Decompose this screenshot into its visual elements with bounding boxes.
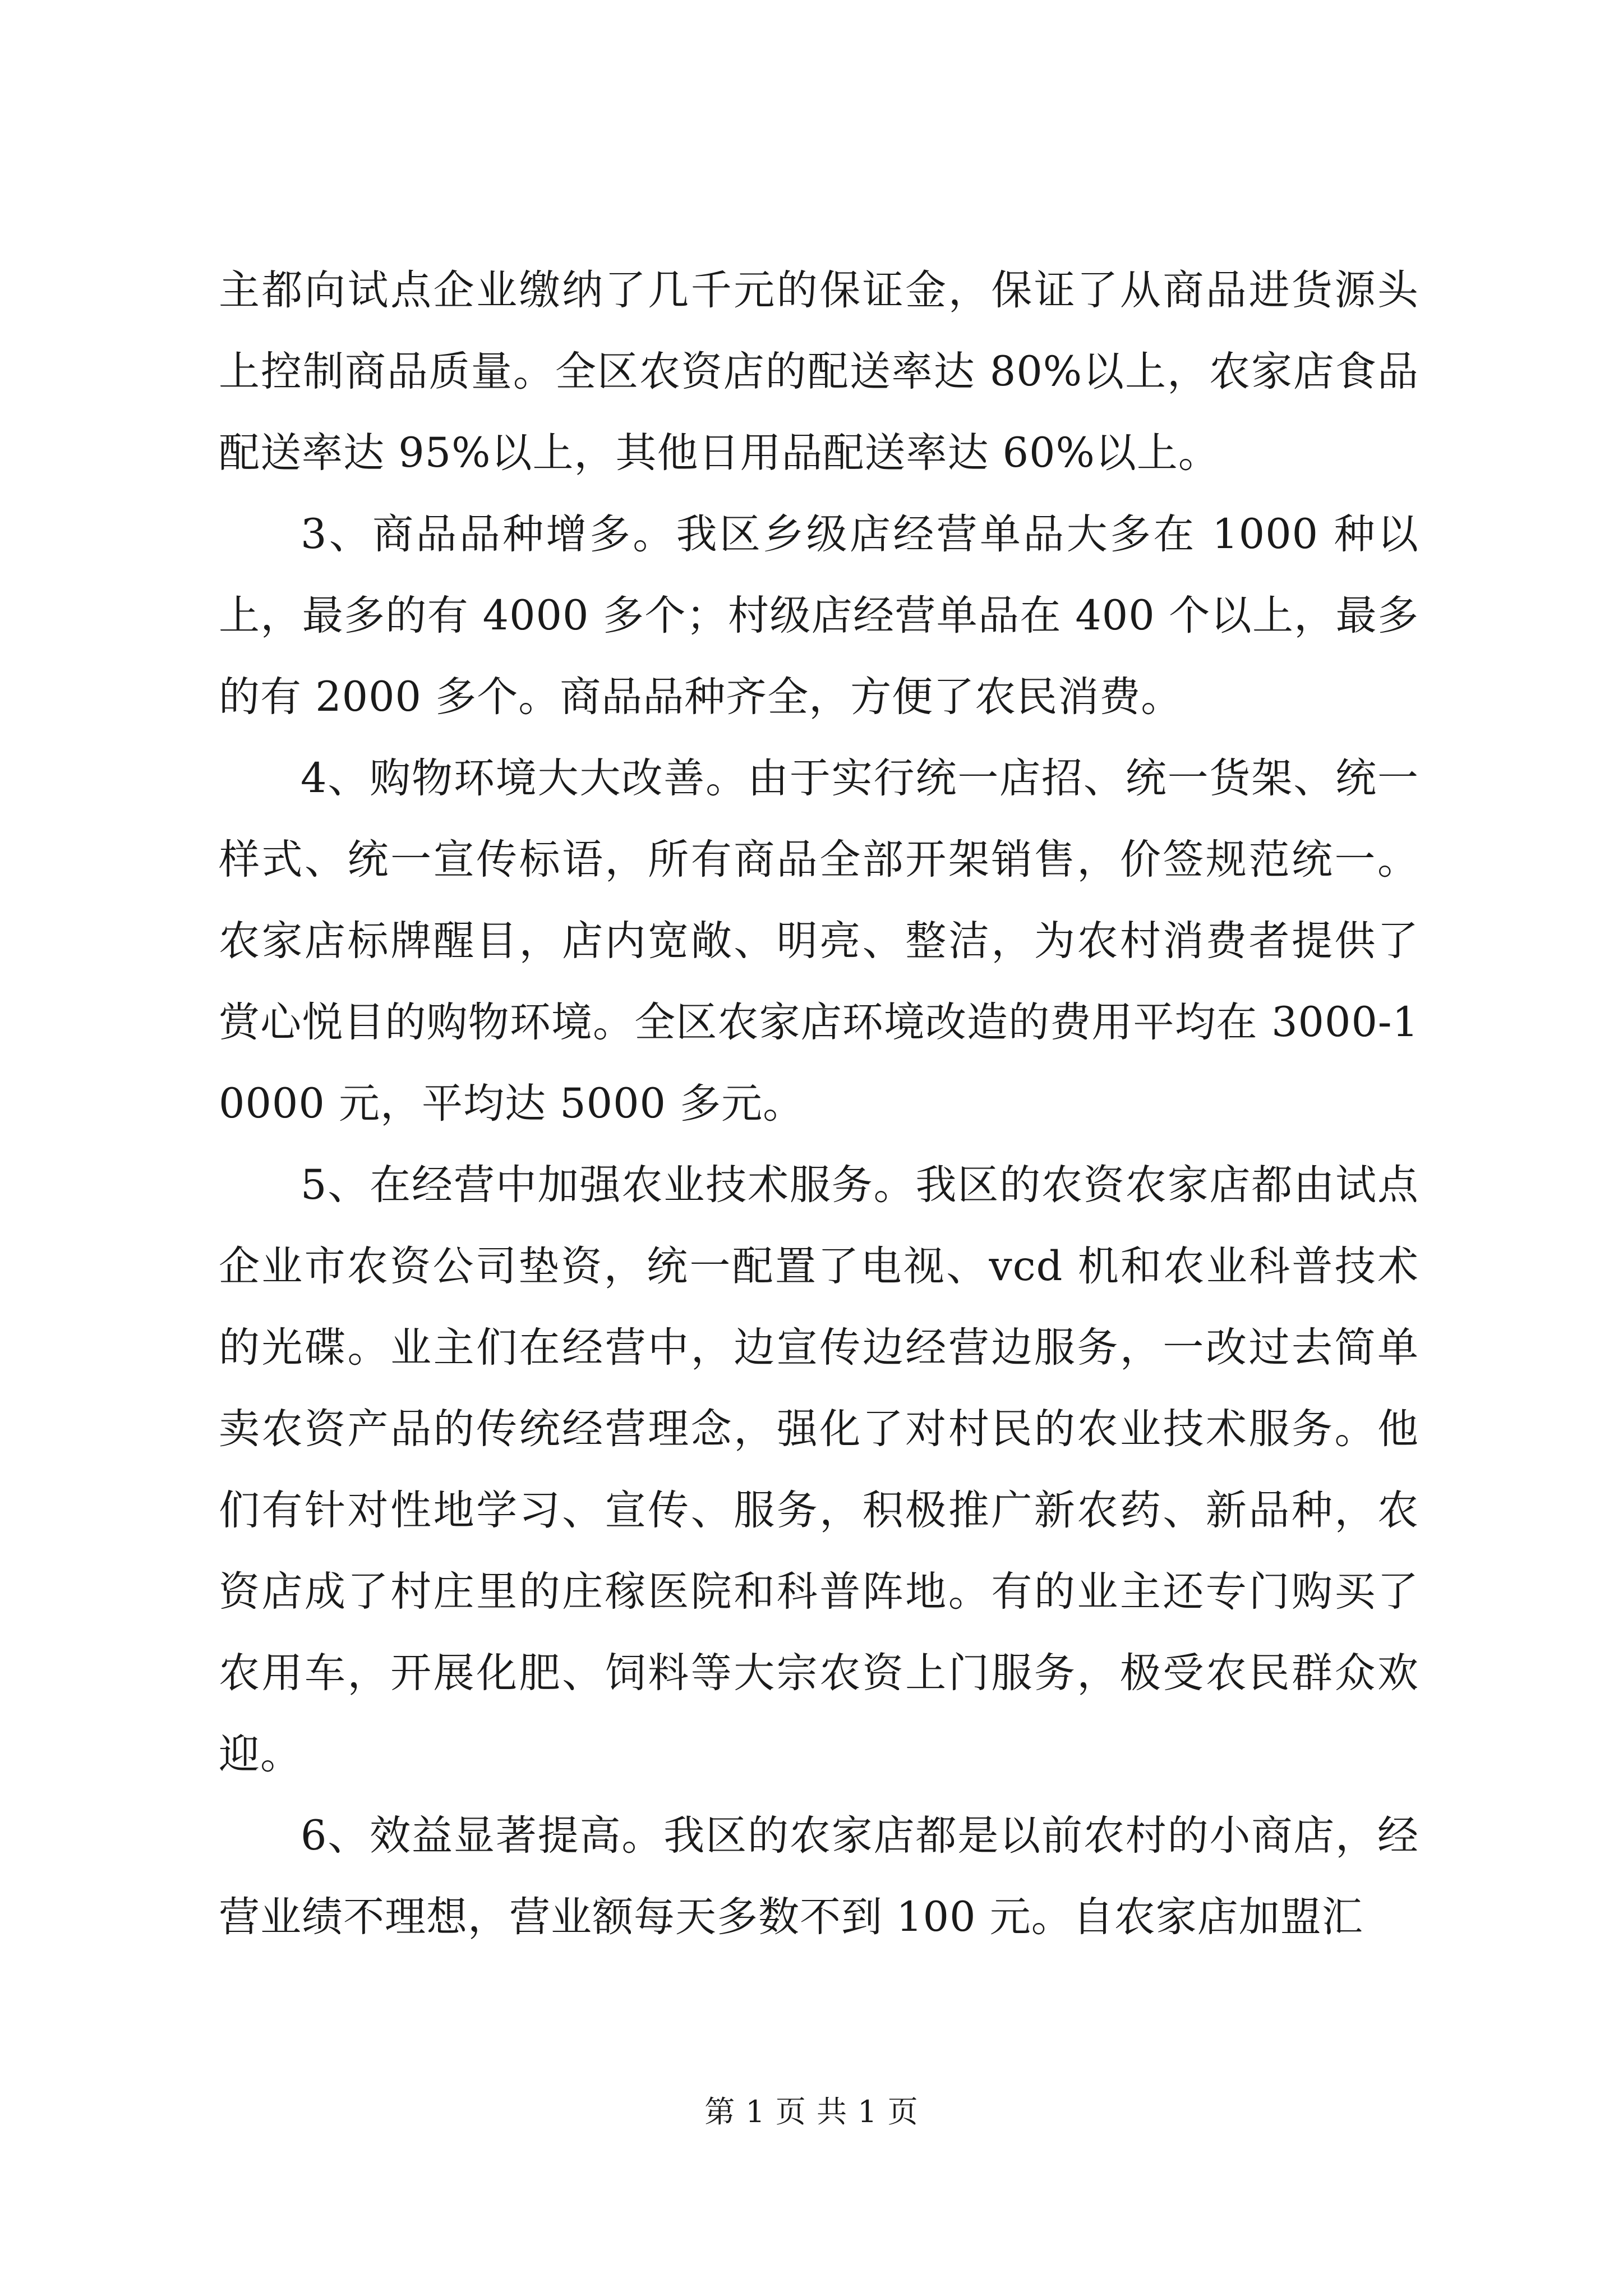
paragraph-item-3: 3、商品品种增多。我区乡级店经营单品大多在 1000 种以上，最多的有 4000 多个；村级店经营单品在 400 个以上，最多的有 2000 多个。商品品种齐全，方便了农民消费。 <box>219 510 1419 721</box>
paragraph-item-4: 4、购物环境大大改善。由于实行统一店招、统一货架、统一样式、统一宣传标语，所有商品全部开架销售，价签规范统一。农家店标牌醒目，店内宽敞、明亮、整洁，为农村消费者提供了赏心悦目的购物环境。全区农家店环境改造的费用平均在 3000-10000 元，平均达 5000 多元。 <box>219 754 1419 1128</box>
paragraph-item-5: 5、在经营中加强农业技术服务。我区的农资农家店都由试点企业市农资公司垫资，统一配置了电视、vcd 机和农业科普技术的光碟。业主们在经营中，边宣传边经营边服务，一改过去简单卖农资产品的传统经营理念，强化了对村民的农业技术服务。他们有针对性地学习、宣传、服务，积极推广新农药、新品种，农资店成了村庄里的庄稼医院和科普阵地。有的业主还专门购买了农用车，开展化肥、饲料等大宗农资上门服务，极受农民群众欢迎。 <box>219 1161 1419 1778</box>
document-body <box>219 250 1419 1958</box>
paragraph-item-6: 6、效益显著提高。我区的农家店都是以前农村的小商店，经营业绩不理想，营业额每天多数不到 100 元。自农家店加盟汇 <box>219 1812 1419 1941</box>
page-number-footer: 第 1 页 共 1 页 <box>704 2094 919 2129</box>
paragraph-continuation: 主都向试点企业缴纳了几千元的保证金，保证了从商品进货源头上控制商品质量。全区农资店的配送率达 80%以上，农家店食品配送率达 95%以上，其他日用品配送率达 60%以上。 <box>219 266 1419 477</box>
